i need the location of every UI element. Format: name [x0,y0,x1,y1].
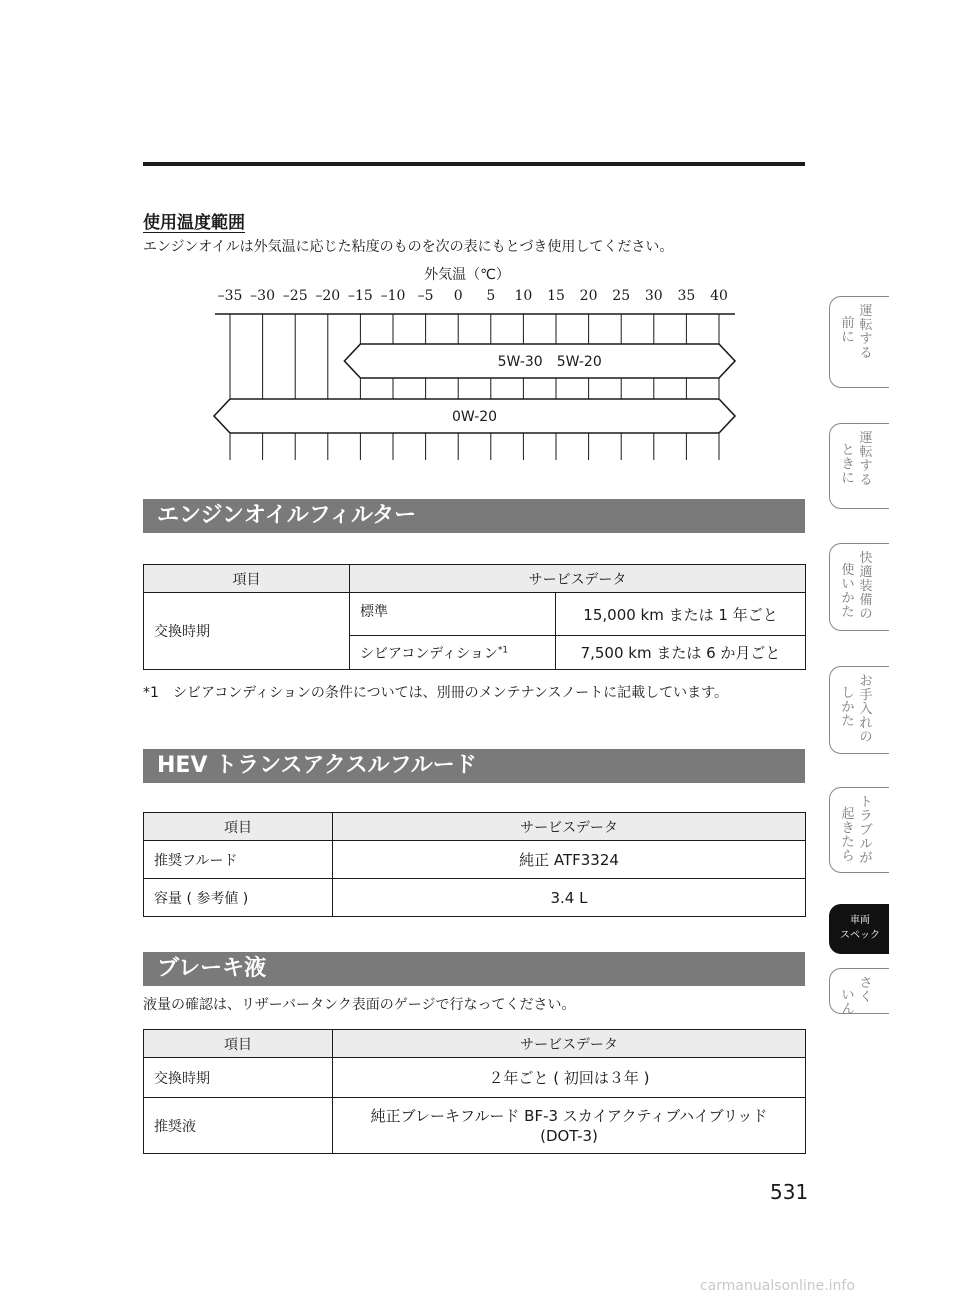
table-row [144,879,806,917]
header-item: 項目 [144,813,333,841]
footnote [143,683,807,704]
side-tab-label: ときに [841,443,855,486]
tick-label: –35 [217,288,243,304]
chart-title: 外気温（℃） [424,267,510,283]
side-tab-label: いん [841,988,855,1017]
brake-intro-text: 液量の確認は、リザーバータンク表面のゲージで行なってください。 [143,997,576,1013]
side-tab[interactable] [829,296,889,388]
side-tab-label: 快適装備の [859,551,873,622]
tick-label: 10 [514,288,533,304]
tick-label: –5 [417,288,434,304]
filter-section-title: エンジンオイルフィルター [143,499,805,533]
side-tab-label: お手入れの [859,674,873,745]
side-tab-label: しかた [841,686,855,729]
side-tab-label: 車両 [850,915,870,926]
cell: 交換時期 [144,1058,333,1098]
side-tab[interactable] [829,904,889,954]
side-tab[interactable] [829,968,889,1017]
cell: 純正ブレーキフルード BF-3 スカイアクティブハイブリッド (DOT-3) [333,1098,806,1154]
tick-label: 35 [677,288,696,304]
tick-label: 25 [612,288,631,304]
header-item: 項目 [144,1030,333,1058]
side-tab[interactable] [829,787,889,873]
intro-text: エンジンオイルは外気温に応じた粘度のものを次の表にもとづき使用してください。 [143,239,674,255]
brake-spec-table [143,1029,806,1154]
standard-label: 標準 [350,593,556,636]
severe-label-text: シビアコンディション [360,645,498,662]
side-tab-label: 前に [841,316,855,345]
cell: ２年ごと ( 初回は３年 ) [333,1058,806,1098]
brake-section-title: ブレーキ液 [143,952,805,986]
tick-label: 40 [710,288,728,304]
side-tab[interactable] [829,423,889,509]
table-row [144,1058,806,1098]
tick-label: 15 [547,288,565,304]
footnote-text: シビアコンディションの条件については、別冊のメンテナンスノートに記載しています。 [173,685,728,701]
side-tab[interactable] [829,543,889,631]
filter-spec-table [143,564,806,670]
hev-section-title: HEV トランスアクスルフルード [143,749,805,783]
tick-label: 20 [579,288,598,304]
section-heading: 使用温度範囲 [143,213,245,233]
tick-label: –25 [282,288,308,304]
side-tab-label: 起きたら [841,807,855,864]
row-label: 交換時期 [144,593,350,670]
side-tab[interactable] [829,666,889,754]
table-row [144,841,806,879]
tick-label: 30 [644,288,663,304]
side-tab-label: 運転する [859,431,873,488]
page-number: 531 [770,1180,809,1204]
side-tab-label: 使いかた [841,563,855,620]
cell: 3.4 L [333,879,806,917]
side-tab-label: 運転する [859,304,873,361]
watermark: carmanualsonline.info [700,1278,855,1294]
cell: 純正 ATF3324 [333,841,806,879]
table-header-row [144,565,806,593]
table-row [144,593,806,636]
side-tab-label: トラブルが [859,795,873,866]
range-label: 0W-20 [451,409,498,425]
severe-value: 7,500 km または 6 か月ごと [556,636,806,670]
tick-label: 0 [453,288,463,304]
severe-label [350,636,556,670]
side-tab-label: さく [859,976,873,1005]
side-tab-label: スペック [840,930,880,941]
cell: 推奨液 [144,1098,333,1154]
cell: 推奨フルード [144,841,333,879]
hev-spec-table [143,812,806,917]
header-service-data: サービスデータ [350,565,806,593]
tick-label: 5 [486,288,496,304]
header-service-data: サービスデータ [333,813,806,841]
table-header-row [144,813,806,841]
header-item: 項目 [144,565,350,593]
header-service-data: サービスデータ [333,1030,806,1058]
tick-label: –20 [315,288,341,304]
tick-label: –15 [347,288,373,304]
standard-value: 15,000 km または 1 年ごと [556,593,806,636]
severe-mark: *1 [497,644,509,655]
table-row [144,1098,806,1154]
temperature-range-chart [0,0,960,480]
cell: 容量 ( 参考値 ) [144,879,333,917]
tick-label: –10 [380,288,406,304]
table-header-row [144,1030,806,1058]
footnote-mark: *1 [143,685,159,701]
tick-label: –30 [250,288,276,304]
range-label: 5W-30 5W-20 [497,354,602,370]
